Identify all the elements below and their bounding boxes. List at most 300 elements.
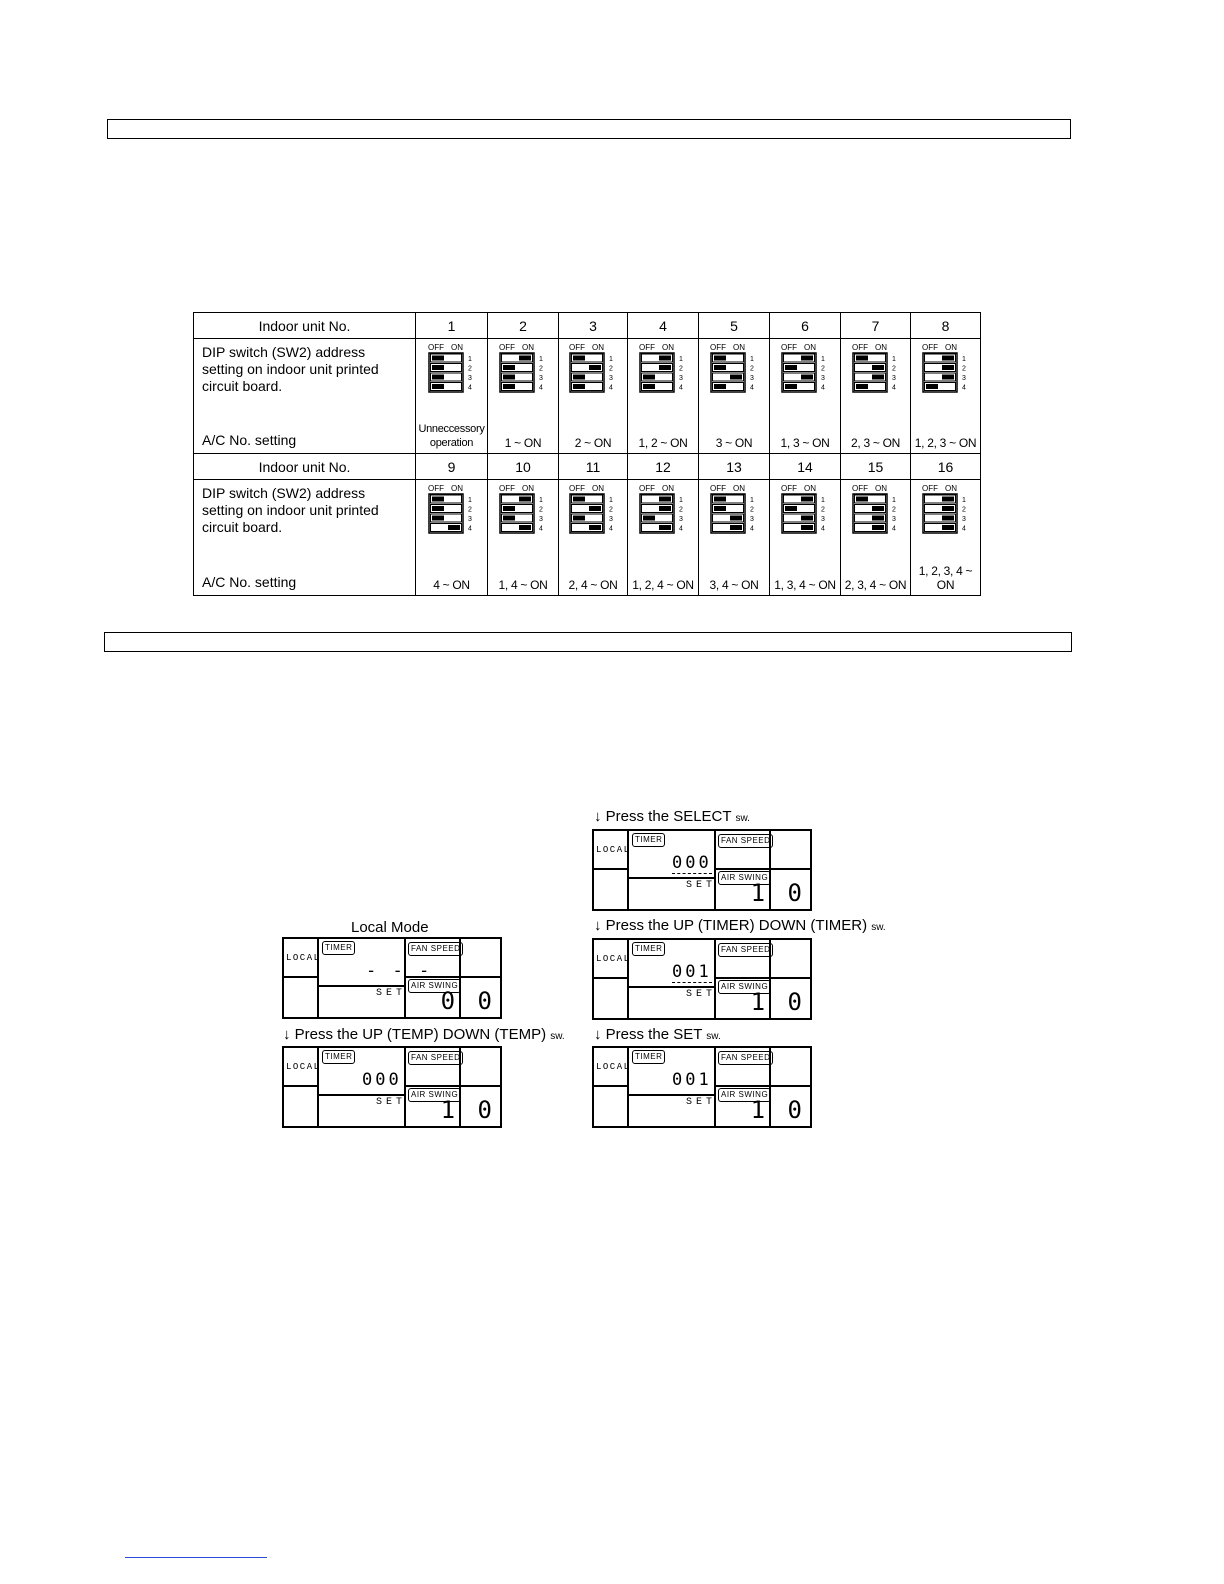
down-arrow-icon: ↓ <box>594 1026 606 1043</box>
panel-divider <box>459 976 500 978</box>
dip-lever-2 <box>503 506 515 511</box>
dip-lever-2 <box>872 365 884 370</box>
dip-cell <box>628 480 699 596</box>
local-label: LOCAL <box>596 845 631 855</box>
ac-setting-line: 1, 2, 3 ~ ON <box>914 436 977 450</box>
panel-divider <box>594 868 627 870</box>
dip-number: 3 <box>750 516 754 523</box>
dip-number: 3 <box>961 516 966 523</box>
remote-display-panel <box>282 937 502 1019</box>
dip-number: 1 <box>539 497 543 504</box>
fan-speed-tag: FAN SPEED <box>718 1051 773 1065</box>
ac-setting-value <box>416 578 487 592</box>
unit-number: 10 <box>488 454 559 480</box>
dip-switch-wrap <box>488 342 558 399</box>
dip-switch-wrap <box>628 483 698 540</box>
panel-divider <box>594 977 627 979</box>
fan-speed-tag: FAN SPEED <box>408 942 463 956</box>
dip-switch-wrap <box>699 342 769 399</box>
timer-value: 000 <box>362 1070 402 1090</box>
dip-lever-2 <box>714 365 726 370</box>
dip-switch-diagram <box>781 483 829 535</box>
dip-number: 3 <box>679 516 683 523</box>
dip-number: 3 <box>821 375 825 382</box>
ac-setting-value <box>770 578 840 592</box>
dip-off-label: OFF <box>851 343 868 352</box>
dip-cell <box>559 480 628 596</box>
dip-number: 2 <box>609 506 613 514</box>
dip-cell <box>699 339 770 454</box>
dip-switch-diagram <box>499 483 547 535</box>
dip-number: 1 <box>961 497 966 504</box>
dip-number: 2 <box>891 506 896 514</box>
dip-number: 2 <box>961 506 966 514</box>
dip-cell <box>770 480 841 596</box>
step-caption-text: Press the UP (TEMP) DOWN (TEMP) <box>294 1026 547 1043</box>
dip-cell <box>770 339 841 454</box>
dip-on-label: ON <box>874 343 887 352</box>
ac-setting-line: 1, 4 ~ ON <box>498 578 548 592</box>
dip-number: 4 <box>679 525 683 533</box>
ac-setting-value <box>488 578 558 592</box>
ac-setting-value <box>628 436 698 450</box>
set-label: SET <box>686 880 717 891</box>
unit-number: 16 <box>911 454 981 480</box>
panel-divider <box>404 1085 459 1087</box>
dip-off-label: OFF <box>639 343 655 352</box>
dip-number: 2 <box>961 365 966 373</box>
timer-value: 000 <box>672 853 712 873</box>
dip-lever-1 <box>856 497 868 502</box>
dip-lever-3 <box>730 516 742 521</box>
dip-description-line: circuit board. <box>202 378 283 394</box>
dip-off-label: OFF <box>710 484 726 493</box>
remote-display-panel <box>282 1046 502 1128</box>
dip-number: 3 <box>467 516 472 523</box>
dip-number: 4 <box>821 384 825 392</box>
dip-number: 1 <box>679 497 683 504</box>
dip-cell <box>841 480 911 596</box>
dip-number: 1 <box>891 497 896 504</box>
ac-setting-value <box>841 436 910 450</box>
dip-number: 1 <box>609 497 613 504</box>
dip-lever-3 <box>432 375 444 380</box>
step-caption-text: Press the UP (TIMER) DOWN (TIMER) <box>605 917 868 934</box>
timer-tag: TIMER <box>632 1050 665 1064</box>
down-arrow-icon: ↓ <box>594 917 606 934</box>
dip-lever-2 <box>942 365 954 370</box>
dip-number: 4 <box>961 525 966 533</box>
set-label: SET <box>376 1097 407 1108</box>
unit-number: 2 <box>488 313 559 339</box>
step-caption <box>594 808 750 825</box>
panel-divider <box>769 1085 810 1087</box>
dip-off-label: OFF <box>921 484 938 493</box>
unit-number-label: Indoor unit No. <box>194 313 416 339</box>
dip-lever-4 <box>856 384 868 389</box>
dip-switch-wrap <box>488 483 558 540</box>
dip-on-label: ON <box>944 484 957 493</box>
dip-off-label: OFF <box>569 484 585 493</box>
dip-lever-4 <box>730 525 742 530</box>
unit-number-display: 1 0 <box>750 1096 806 1124</box>
dip-off-label: OFF <box>427 343 444 352</box>
fan-speed-tag: FAN SPEED <box>408 1051 463 1065</box>
dip-lever-1 <box>801 356 813 361</box>
dip-number: 2 <box>539 365 543 373</box>
ac-setting-line: 1, 2 ~ ON <box>638 436 688 450</box>
dip-off-label: OFF <box>921 343 938 352</box>
set-label: SET <box>686 989 717 1000</box>
dip-lever-3 <box>503 375 515 380</box>
dip-lever-2 <box>785 365 797 370</box>
dip-switch-diagram <box>852 342 900 394</box>
dip-switch-wrap <box>911 483 980 540</box>
timer-value: 001 <box>672 962 712 982</box>
local-label: LOCAL <box>596 1062 631 1072</box>
dip-number: 3 <box>467 375 472 382</box>
down-arrow-icon: ↓ <box>283 1026 295 1043</box>
dip-switch-diagram <box>781 342 829 394</box>
ac-setting-value <box>628 578 698 592</box>
dip-off-label: OFF <box>851 484 868 493</box>
unit-number-display: 1 0 <box>750 988 806 1016</box>
dip-cell <box>911 339 981 454</box>
timer-tag: TIMER <box>632 833 665 847</box>
ac-setting-line: 1, 2, 3, 4 ~ ON <box>918 564 973 592</box>
dip-switch-wrap <box>770 483 840 540</box>
dip-lever-1 <box>573 356 585 361</box>
panel-divider <box>769 977 810 979</box>
dip-number: 4 <box>961 384 966 392</box>
dip-on-label: ON <box>450 343 463 352</box>
fan-speed-tag: FAN SPEED <box>718 834 773 848</box>
dip-description-line: setting on indoor unit printed <box>202 361 379 377</box>
panel-divider <box>317 1048 319 1126</box>
panel-divider <box>594 1085 627 1087</box>
ac-setting-value <box>911 436 980 450</box>
panel-divider <box>627 877 714 879</box>
dip-setting-row <box>194 480 981 596</box>
dip-number: 2 <box>467 506 472 514</box>
step-caption <box>351 919 429 936</box>
dip-off-label: OFF <box>710 343 726 352</box>
local-label: LOCAL <box>286 953 321 963</box>
dip-lever-1 <box>432 356 444 361</box>
panel-divider <box>459 1085 500 1087</box>
dip-switch-diagram <box>852 483 900 535</box>
dip-switch-diagram <box>569 342 617 394</box>
dip-number: 2 <box>539 506 543 514</box>
ac-number-label: A/C No. setting <box>202 574 297 590</box>
ac-setting-value <box>416 422 487 450</box>
dip-lever-3 <box>573 375 585 380</box>
dip-lever-4 <box>448 525 460 530</box>
dip-number: 2 <box>609 365 613 373</box>
dip-number: 4 <box>609 525 613 533</box>
dip-cell <box>628 339 699 454</box>
local-label: LOCAL <box>596 954 631 964</box>
dip-switch-diagram <box>428 342 476 394</box>
dip-description-line: setting on indoor unit printed <box>202 502 379 518</box>
dip-on-label: ON <box>592 343 604 352</box>
dip-number: 3 <box>891 516 896 523</box>
dip-lever-1 <box>573 497 585 502</box>
dip-on-label: ON <box>804 343 816 352</box>
dip-cell <box>416 480 488 596</box>
dip-number: 1 <box>821 356 825 363</box>
ac-setting-line: operation <box>429 437 474 449</box>
dip-cell <box>416 339 488 454</box>
dip-number: 4 <box>891 384 896 392</box>
timer-value: - - - <box>366 961 433 981</box>
remote-display-panel <box>592 1046 812 1128</box>
dip-on-label: ON <box>662 343 674 352</box>
unit-number: 15 <box>841 454 911 480</box>
dip-lever-1 <box>714 497 726 502</box>
ac-setting-line: 3, 4 ~ ON <box>709 578 759 592</box>
ac-setting-value <box>488 436 558 450</box>
dip-lever-3 <box>730 375 742 380</box>
dip-lever-1 <box>659 497 671 502</box>
dip-switch-wrap <box>416 342 487 399</box>
dip-lever-4 <box>659 525 671 530</box>
dip-lever-3 <box>643 375 655 380</box>
ac-setting-value <box>559 578 627 592</box>
dip-number: 4 <box>609 384 613 392</box>
dip-number: 4 <box>750 384 754 392</box>
dip-on-label: ON <box>733 484 745 493</box>
panel-divider <box>714 831 716 909</box>
panel-divider <box>284 1085 317 1087</box>
ac-setting-value <box>770 436 840 450</box>
dip-on-label: ON <box>874 484 887 493</box>
air-swing-tag: AIR SWING <box>408 1088 461 1102</box>
dip-on-label: ON <box>522 343 534 352</box>
panel-divider <box>627 1094 714 1096</box>
unit-number: 1 <box>416 313 488 339</box>
dip-number: 1 <box>539 356 543 363</box>
remote-display-panel <box>592 829 812 911</box>
dip-on-label: ON <box>662 484 674 493</box>
dip-lever-1 <box>519 356 531 361</box>
down-arrow-icon: ↓ <box>594 808 606 825</box>
dip-number: 2 <box>467 365 472 373</box>
unit-number-display: 1 0 <box>440 1096 496 1124</box>
dip-number: 4 <box>467 384 472 392</box>
set-label: SET <box>376 988 407 999</box>
dip-description <box>194 339 416 454</box>
dip-off-label: OFF <box>499 484 515 493</box>
dip-lever-2 <box>503 365 515 370</box>
dip-number: 4 <box>891 525 896 533</box>
ac-setting-line: 1, 3, 4 ~ ON <box>774 578 836 592</box>
dip-cell <box>699 480 770 596</box>
dip-lever-2 <box>589 506 601 511</box>
dip-switch-table <box>193 312 981 596</box>
dip-lever-3 <box>801 375 813 380</box>
timer-value: 001 <box>672 1070 712 1090</box>
dip-number: 2 <box>750 506 754 514</box>
dip-lever-1 <box>659 356 671 361</box>
ac-setting-value <box>699 578 769 592</box>
panel-divider <box>769 868 810 870</box>
dip-lever-1 <box>801 497 813 502</box>
dip-cell <box>841 339 911 454</box>
ac-setting-value <box>699 436 769 450</box>
dip-number: 4 <box>821 525 825 533</box>
dip-lever-4 <box>942 525 954 530</box>
panel-divider <box>404 1048 406 1126</box>
unit-number: 13 <box>699 454 770 480</box>
dip-lever-3 <box>643 516 655 521</box>
dip-lever-2 <box>659 365 671 370</box>
unit-number: 6 <box>770 313 841 339</box>
dip-lever-3 <box>942 516 954 521</box>
dip-lever-3 <box>503 516 515 521</box>
panel-divider <box>714 1048 716 1126</box>
dip-lever-4 <box>801 525 813 530</box>
panel-divider <box>714 1085 769 1087</box>
ac-setting-line: 1, 2, 4 ~ ON <box>632 578 694 592</box>
dip-description <box>194 480 416 596</box>
dip-number: 1 <box>750 497 754 504</box>
panel-divider <box>714 977 769 979</box>
dip-number: 2 <box>750 365 754 373</box>
step-caption <box>283 1026 565 1043</box>
dip-lever-2 <box>785 506 797 511</box>
step-caption-text: Local Mode <box>351 919 429 936</box>
dip-off-label: OFF <box>781 484 797 493</box>
dip-number: 2 <box>679 365 683 373</box>
dip-cell <box>488 339 559 454</box>
dip-lever-4 <box>503 384 515 389</box>
unit-number: 5 <box>699 313 770 339</box>
dip-off-label: OFF <box>427 484 444 493</box>
dip-number: 2 <box>891 365 896 373</box>
panel-divider <box>627 986 714 988</box>
step-caption-sw: sw. <box>871 922 886 933</box>
unit-number: 9 <box>416 454 488 480</box>
ac-setting-line: 2, 3 ~ ON <box>851 436 900 450</box>
dip-on-label: ON <box>944 343 957 352</box>
section-header-bar <box>104 632 1072 652</box>
dip-number: 3 <box>609 375 613 382</box>
dip-switch-wrap <box>416 483 487 540</box>
dip-switch-diagram <box>710 483 758 535</box>
unit-number-row <box>194 454 981 480</box>
dip-on-label: ON <box>592 484 604 493</box>
panel-divider <box>627 1048 629 1126</box>
dip-number: 1 <box>891 356 896 363</box>
dip-off-label: OFF <box>569 343 585 352</box>
dip-on-label: ON <box>522 484 534 493</box>
unit-number: 14 <box>770 454 841 480</box>
step-caption-text: Press the SET <box>605 1026 703 1043</box>
dip-on-label: ON <box>733 343 745 352</box>
dip-number: 3 <box>961 375 966 382</box>
dip-lever-4 <box>926 384 938 389</box>
dip-off-label: OFF <box>781 343 797 352</box>
dip-lever-4 <box>643 384 655 389</box>
dip-switch-diagram <box>710 342 758 394</box>
dip-lever-3 <box>573 516 585 521</box>
dip-lever-4 <box>573 384 585 389</box>
dip-number: 4 <box>750 525 754 533</box>
unit-number: 12 <box>628 454 699 480</box>
unit-number: 8 <box>911 313 981 339</box>
dip-on-label: ON <box>804 484 816 493</box>
panel-divider <box>317 939 319 1017</box>
dip-switch-wrap <box>628 342 698 399</box>
dip-lever-4 <box>432 384 444 389</box>
ac-setting-line: 2, 4 ~ ON <box>568 578 618 592</box>
air-swing-tag: AIR SWING <box>718 1088 771 1102</box>
dip-number: 1 <box>467 356 472 363</box>
section-header-bar <box>107 119 1071 139</box>
footer-line <box>125 1557 267 1558</box>
panel-divider <box>714 868 769 870</box>
step-caption-sw: sw. <box>735 813 750 824</box>
unit-number: 3 <box>559 313 628 339</box>
unit-number-label: Indoor unit No. <box>194 454 416 480</box>
ac-setting-line: 1, 3 ~ ON <box>780 436 830 450</box>
dip-lever-2 <box>714 506 726 511</box>
dip-number: 3 <box>750 375 754 382</box>
dip-switch-diagram <box>639 483 687 535</box>
dip-number: 3 <box>539 516 543 523</box>
dip-off-label: OFF <box>639 484 655 493</box>
dip-number: 3 <box>539 375 543 382</box>
dip-lever-2 <box>659 506 671 511</box>
dip-switch-diagram <box>922 483 970 535</box>
dip-number: 3 <box>609 516 613 523</box>
ac-setting-line: Unneccessory <box>418 423 485 435</box>
step-caption-text: Press the SELECT <box>605 808 732 825</box>
fan-speed-tag: FAN SPEED <box>718 943 773 957</box>
dip-switch-wrap <box>559 483 627 540</box>
dip-lever-3 <box>872 375 884 380</box>
dip-lever-1 <box>714 356 726 361</box>
dip-switch-diagram <box>639 342 687 394</box>
dip-switch-diagram <box>499 342 547 394</box>
panel-divider <box>627 940 629 1018</box>
dip-number: 3 <box>891 375 896 382</box>
dip-switch-diagram <box>922 342 970 394</box>
dip-lever-3 <box>942 375 954 380</box>
dip-description-line: circuit board. <box>202 519 283 535</box>
panel-divider <box>284 976 317 978</box>
dip-number: 3 <box>679 375 683 382</box>
remote-display-panel <box>592 938 812 1020</box>
dip-number: 1 <box>961 356 966 363</box>
dip-switch-wrap <box>559 342 627 399</box>
dip-number: 2 <box>821 506 825 514</box>
dip-number: 1 <box>467 497 472 504</box>
dip-switch-wrap <box>911 342 980 399</box>
unit-number-display: 1 0 <box>750 879 806 907</box>
dip-switch-diagram <box>569 483 617 535</box>
dip-lever-2 <box>432 506 444 511</box>
ac-setting-value <box>559 436 627 450</box>
ac-setting-line: 3 ~ ON <box>715 436 753 450</box>
dip-on-label: ON <box>450 484 463 493</box>
dip-lever-1 <box>856 356 868 361</box>
dip-cell <box>488 480 559 596</box>
dip-lever-2 <box>432 365 444 370</box>
dip-number: 1 <box>609 356 613 363</box>
panel-divider <box>714 940 716 1018</box>
